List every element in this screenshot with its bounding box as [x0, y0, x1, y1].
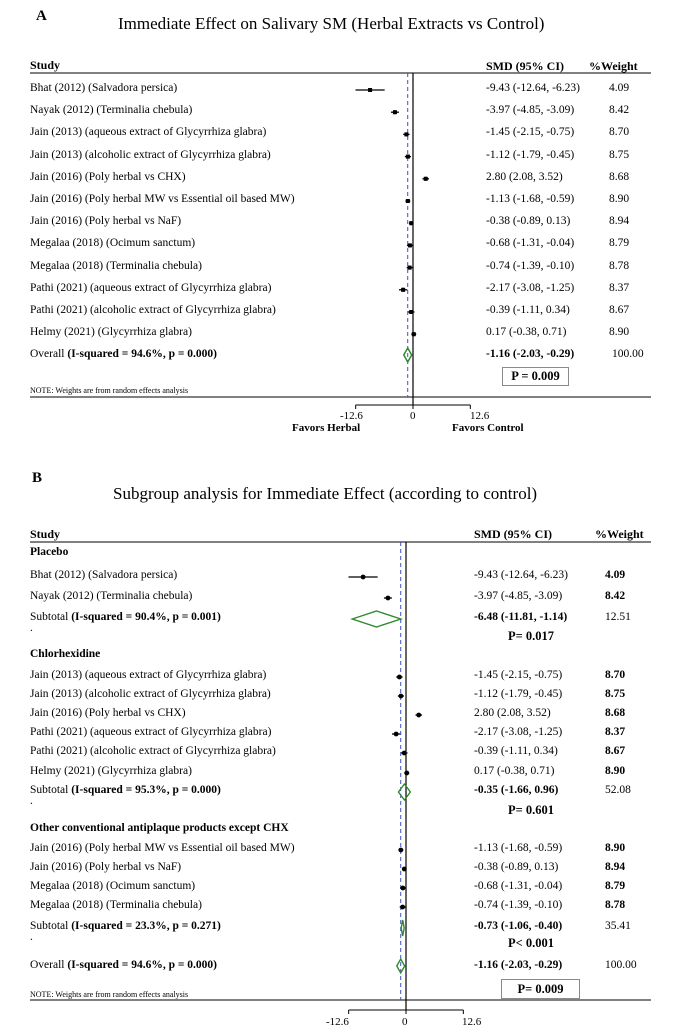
panel-b-subtotal-p: P= 0.601 [508, 803, 555, 817]
panel-a-study-ci: -1.13 (-1.68, -0.59) [486, 193, 575, 205]
panel-b-tick-neg: -12.6 [326, 1016, 349, 1028]
panel-a-overall-label: Overall [30, 348, 65, 360]
panel-b-study-marker [401, 886, 406, 891]
panel-a-study-marker [406, 199, 410, 203]
panel-a-header-study: Study [30, 58, 61, 72]
panel-a-study-weight: 8.78 [609, 259, 630, 272]
panel-a-study-weight: 8.68 [609, 170, 630, 183]
panel-b-study-label: Jain (2016) (Poly herbal vs CHX) [30, 707, 186, 719]
panel-b-study-marker [398, 848, 403, 853]
panel-a-study-weight: 8.42 [609, 104, 630, 117]
panel-b-overall-label: Overall [30, 959, 65, 971]
panel-a-letter: A [36, 8, 47, 24]
panel-b-header-study: Study [30, 527, 61, 541]
panel-a-study-marker [409, 310, 413, 314]
panel-a-study-label: Jain (2016) (Poly herbal MW vs Essential oil based MW) [30, 193, 295, 205]
panel-a-study-marker [424, 177, 428, 181]
panel-a-favors-control: Favors Control [452, 422, 524, 434]
panel-b-tick-zero: 0 [402, 1016, 408, 1028]
panel-b-letter: B [32, 470, 43, 486]
panel-a-study-ci: 2.80 (2.08, 3.52) [486, 170, 563, 183]
panel-a-overall-stats: (I-squared = 94.6%, p = 0.000) [67, 348, 217, 360]
panel-a-tick-neg: -12.6 [340, 410, 363, 422]
panel-b-group-heading: Chlorhexidine [30, 648, 101, 660]
panel-b-subtotal-weight: 35.41 [605, 920, 631, 932]
panel-b-study-marker [361, 575, 366, 580]
panel-b-study-marker [386, 596, 391, 601]
panel-a-study-label: Jain (2013) (alcoholic extract of Glycyrrhiza glabra) [30, 148, 271, 161]
panel-b-study-ci: 0.17 (-0.38, 0.71) [474, 765, 555, 777]
panel-b-overall-p-box: P= 0.009 [501, 979, 580, 999]
panel-b-study-ci: -0.74 (-1.39, -0.10) [474, 899, 563, 911]
panel-a-study-label: Megalaa (2018) (Terminalia chebula) [30, 259, 202, 272]
panel-a-study-ci: -0.68 (-1.31, -0.04) [486, 237, 575, 250]
panel-b-study-label: Pathi (2021) (alcoholic extract of Glycyrrhiza glabra) [30, 745, 276, 757]
panel-b-header-smd: SMD (95% CI) [474, 527, 552, 541]
panel-b-study-weight: 8.67 [605, 745, 626, 757]
panel-b-study-ci: -0.38 (-0.89, 0.13) [474, 861, 559, 873]
panel-a-study-label: Jain (2016) (Poly herbal vs CHX) [30, 170, 186, 183]
panel-a-overall-p-box: P = 0.009 [502, 367, 569, 386]
panel-a-study-marker [409, 221, 413, 225]
panel-b-subtotal-ci: -6.48 (-11.81, -1.14) [474, 611, 568, 623]
panel-a-tick-zero: 0 [410, 410, 416, 422]
panel-b-study-label: Helmy (2021) (Glycyrrhiza glabra) [30, 765, 192, 777]
panel-a-study-marker [412, 332, 416, 336]
panel-b-study-ci: -1.13 (-1.68, -0.59) [474, 842, 563, 854]
panel-b-subtotal-ci: -0.35 (-1.66, 0.96) [474, 784, 559, 796]
panel-b-study-label: Bhat (2012) (Salvadora persica) [30, 569, 178, 581]
panel-a-header-smd: SMD (95% CI) [486, 59, 564, 73]
panel-b-separator-dot: . [30, 622, 33, 634]
panel-b-study-ci: -1.45 (-2.15, -0.75) [474, 669, 563, 681]
panel-b-study-label: Jain (2013) (alcoholic extract of Glycyrrhiza glabra) [30, 688, 271, 700]
panel-b-group-heading: Other conventional antiplaque products except CHX [30, 822, 289, 834]
panel-a-study-ci: -0.38 (-0.89, 0.13) [486, 215, 571, 228]
panel-b-separator-dot: . [30, 931, 33, 943]
panel-b-study-ci: -9.43 (-12.64, -6.23) [474, 569, 568, 581]
panel-b-study-weight: 8.75 [605, 688, 626, 700]
panel-a-study-marker [408, 243, 412, 247]
panel-b-subtotal-ci: -0.73 (-1.06, -0.40) [474, 920, 563, 932]
panel-a-study-weight: 8.70 [609, 126, 630, 139]
panel-b-subtotal-label: Subtotal [30, 784, 69, 796]
panel-b-subtotal-weight: 12.51 [605, 611, 631, 623]
panel-b-study-label: Nayak (2012) (Terminalia chebula) [30, 590, 193, 602]
panel-a-study-ci: -1.45 (-2.15, -0.75) [486, 126, 575, 139]
panel-a-study-ci: -9.43 (-12.64, -6.23) [486, 82, 580, 94]
panel-a-study-label: Nayak (2012) (Terminalia chebula) [30, 104, 193, 117]
panel-b-study-ci: -3.97 (-4.85, -3.09) [474, 590, 563, 602]
panel-a-study-label: Jain (2016) (Poly herbal vs NaF) [30, 215, 182, 228]
panel-b-note: NOTE: Weights are from random effects analysis [30, 990, 189, 999]
panel-b-study-marker [397, 675, 402, 680]
panel-a-study-weight: 8.79 [609, 237, 630, 250]
panel-b-study-label: Jain (2016) (Poly herbal vs NaF) [30, 861, 182, 873]
panel-b-study-weight: 8.90 [605, 765, 626, 777]
panel-b-subtotal-diamond [352, 611, 401, 627]
panel-b-study-marker [404, 771, 409, 776]
panel-a-note: NOTE: Weights are from random effects analysis [30, 386, 189, 395]
panel-b-study-ci: 2.80 (2.08, 3.52) [474, 707, 551, 719]
panel-b-subtotal-label: Subtotal [30, 611, 69, 623]
panel-b-study-label: Pathi (2021) (aqueous extract of Glycyrrhiza glabra) [30, 726, 272, 738]
panel-b-study-label: Megalaa (2018) (Ocimum sanctum) [30, 880, 196, 892]
panel-b-study-weight: 8.90 [605, 842, 626, 854]
panel-b-study-marker [394, 732, 399, 737]
panel-b-study-weight: 8.37 [605, 726, 626, 738]
panel-b-tick-pos: 12.6 [462, 1016, 482, 1028]
panel-b-subtotal-stats: (I-squared = 90.4%, p = 0.001) [68, 611, 221, 623]
panel-b-header-weight: %Weight [595, 527, 644, 541]
panel-b-subtotal-stats: (I-squared = 23.3%, p = 0.271) [68, 920, 221, 932]
panel-a-study-label: Pathi (2021) (aqueous extract of Glycyrrhiza glabra) [30, 281, 272, 294]
panel-b-study-marker [402, 867, 407, 872]
panel-a-study-ci: -0.74 (-1.39, -0.10) [486, 259, 575, 272]
panel-b-subtotal-p: P= 0.017 [508, 629, 555, 643]
panel-b-study-weight: 8.94 [605, 861, 626, 873]
panel-b-subtotal-label: Subtotal [30, 920, 69, 932]
panel-a-header-weight: %Weight [589, 59, 638, 73]
panel-b-study-ci: -0.39 (-1.11, 0.34) [474, 745, 558, 757]
panel-a-study-label: Helmy (2021) (Glycyrrhiza glabra) [30, 326, 192, 339]
panel-b-study-ci: -2.17 (-3.08, -1.25) [474, 726, 563, 738]
panel-a-overall-weight: 100.00 [612, 348, 644, 360]
panel-a-study-marker [404, 132, 408, 136]
panel-b-study-weight: 4.09 [605, 569, 626, 581]
panel-a-study-weight: 8.75 [609, 148, 630, 161]
panel-a-study-marker [408, 266, 412, 270]
panel-b-study-weight: 8.79 [605, 880, 626, 892]
panel-b-group-heading: Placebo [30, 546, 69, 558]
panel-b-subtotal-weight: 52.08 [605, 784, 631, 796]
panel-b-subtotal-p: P< 0.001 [508, 936, 555, 950]
panel-b-subtotal-diamond [401, 920, 404, 936]
panel-a-study-weight: 8.37 [609, 281, 630, 294]
panel-b-study-label: Megalaa (2018) (Terminalia chebula) [30, 899, 202, 911]
panel-b-study-marker [402, 751, 407, 756]
panel-a-study-weight: 8.90 [609, 193, 630, 205]
panel-b-study-weight: 8.68 [605, 707, 626, 719]
panel-b-study-weight: 8.42 [605, 590, 626, 602]
panel-a-title: Immediate Effect on Salivary SM (Herbal Extracts vs Control) [118, 14, 545, 33]
panel-b-study-marker [416, 713, 421, 718]
panel-b-study-marker [399, 694, 404, 699]
panel-a-study-ci: -0.39 (-1.11, 0.34) [486, 304, 570, 316]
panel-a-overall-ci: -1.16 (-2.03, -0.29) [486, 348, 575, 360]
panel-b-study-ci: -0.68 (-1.31, -0.04) [474, 880, 563, 892]
panel-b-study-label: Jain (2016) (Poly herbal MW vs Essential oil based MW) [30, 842, 295, 854]
panel-a-tick-pos: 12.6 [470, 410, 490, 422]
panel-a-favors-herbal: Favors Herbal [292, 422, 361, 434]
panel-b-overall-weight: 100.00 [605, 959, 637, 971]
panel-b-study-weight: 8.78 [605, 899, 626, 911]
panel-a-study-weight: 8.94 [609, 215, 630, 228]
panel-b-study-marker [400, 905, 405, 910]
panel-b-subtotal-stats: (I-squared = 95.3%, p = 0.000) [68, 784, 221, 796]
panel-a-study-weight: 4.09 [609, 82, 630, 94]
panel-a-study-marker [368, 88, 372, 92]
panel-b-study-label: Jain (2013) (aqueous extract of Glycyrrhiza glabra) [30, 669, 267, 681]
panel-b-title: Subgroup analysis for Immediate Effect (according to control) [113, 484, 538, 503]
panel-a-study-ci: -2.17 (-3.08, -1.25) [486, 281, 575, 294]
panel-a-study-marker [393, 110, 397, 114]
panel-a-study-label: Megalaa (2018) (Ocimum sanctum) [30, 237, 196, 250]
panel-a-study-label: Bhat (2012) (Salvadora persica) [30, 82, 178, 94]
panel-a-study-ci: -1.12 (-1.79, -0.45) [486, 148, 575, 161]
panel-a-study-marker [406, 155, 410, 159]
panel-b-overall-stats: (I-squared = 94.6%, p = 0.000) [67, 959, 217, 971]
panel-a-study-weight: 8.67 [609, 304, 630, 316]
panel-a-study-ci: -3.97 (-4.85, -3.09) [486, 104, 575, 117]
panel-b-study-ci: -1.12 (-1.79, -0.45) [474, 688, 563, 700]
panel-b-separator-dot: . [30, 795, 33, 807]
panel-a-study-marker [401, 288, 405, 292]
panel-a-study-label: Jain (2013) (aqueous extract of Glycyrrhiza glabra) [30, 126, 267, 139]
panel-b-study-weight: 8.70 [605, 669, 626, 681]
panel-a-study-label: Pathi (2021) (alcoholic extract of Glycyrrhiza glabra) [30, 304, 276, 316]
panel-a-study-weight: 8.90 [609, 326, 630, 339]
panel-a-study-ci: 0.17 (-0.38, 0.71) [486, 326, 567, 339]
panel-b-overall-ci: -1.16 (-2.03, -0.29) [474, 959, 563, 971]
